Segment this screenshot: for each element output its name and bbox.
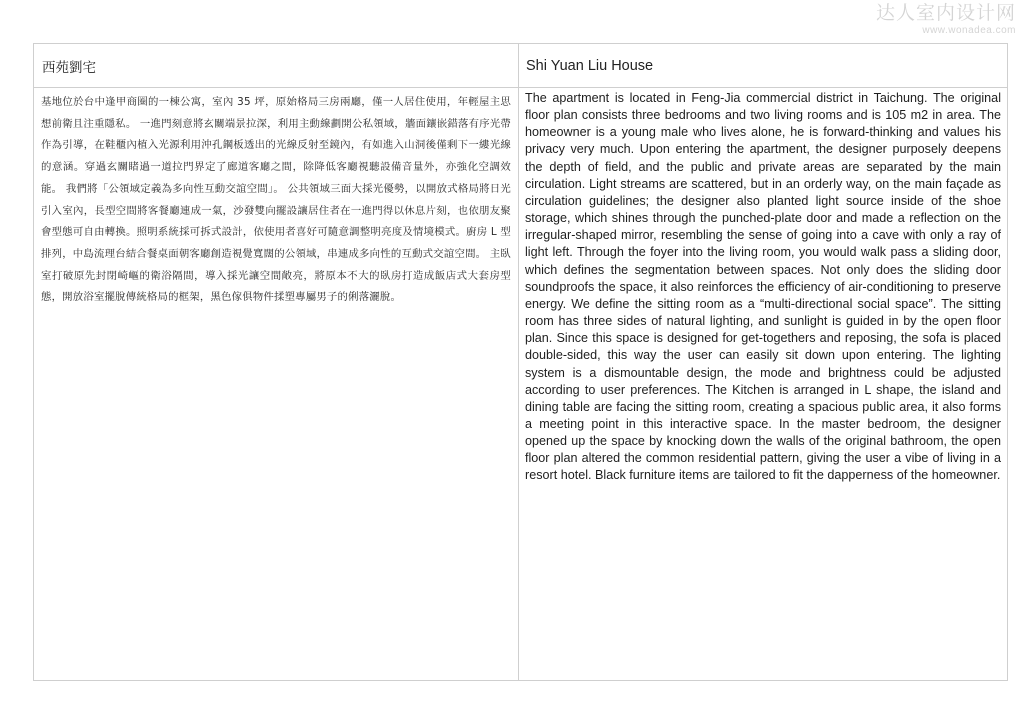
description-english: The apartment is located in Feng-Jia commercial district in Taichung. The original floor plan consists three bedrooms and two living rooms and is 105 m2 in area. The homeowner is a young male who lives alone, he is forward-thinking and values his privacy very much. Upon entering the apartment, the designer purposely deepens the depth of field, and the public and private areas are separated by the main circulation. Light streams are scattered, but in an orderly way, on the main façade as circulation guidelines; the designer also planted light source inside of the shoe storage, which shines through the punched-plate door and made a reflection on the irregular-shaped mirror, resembling the sense of going into a cave with only a ray of light left. Through the foyer into the living room, you would walk pass a sliding door, which defines the segmentation between spaces. Not only does the sliding door soundproofs the space, it also reinforces the efficiency of air-conditioning to preserve energy. We define the sitting room as a “multi-directional social space”. The sitting room has three sides of natural lighting, and sunlight is guided in by the open floor plan. Since this space is designed for get-togethers and reposing, the sofa is placed double-sided, this way the user can easily sit down upon entering. The lighting system is a dismountable design, the mode and brightness could be adjusted according to user preferences. The Kitchen is arranged in L shape, the island and dining table are facing the sitting room, creating a spacious public area, it also forms a meeting point in this interactive space. In the master bedroom, the designer opened up the space by knocking down the walls of the original bathroom, the open floor plan altered the common residential pattern, giving the user a vibe of living in a resort hotel. Black furniture items are tailored to fit the dapperness of the homeowner.: [525, 91, 1001, 483]
watermark-site-url: www.wonadea.com: [922, 25, 1016, 36]
watermark-site-name: 达人室内设计网: [875, 2, 1016, 24]
bilingual-description-table: [33, 43, 1008, 681]
title-english-cell: [519, 44, 1007, 88]
title-chinese: 西苑劉宅: [42, 59, 96, 76]
description-chinese: 基地位於台中逢甲商圈的一棟公寓，室內 35 坪，原始格局三房兩廳，僅一人居住使用，年輕屋主思想前衛且注重隱私。 一進門刻意將玄關端景拉深，利用主動線劃開公私領域，牆面鑲嵌錯落有序光帶作為引導，在鞋櫃內植入光源利用沖孔鋼板透出的光線反射至鏡內，有如進入山洞後僅剩下一縷光線的意涵。穿過玄關睹過一道拉門界定了廊道客廳之間，除降低客廳視聽設備音量外，亦強化空調效能。 我們將「公領域定義為多向性互動交誼空間」。 公共領域三面大採光優勢，以開放式格局將日光引入室內，長型空間將客餐廳連成一氣，沙發雙向擺設讓居住者在一進門得以休息片刻，也依朋友聚會型態可自由轉換。照明系統採可拆式設計，依使用者喜好可隨意調整明亮度及情境模式。廚房 L 型排列，中島流理台結合餐桌面朝客廳創造視覺寬闊的公領域，串連成多向性的互動式交誼空間。 主臥室打破原先封閉崎嶇的衛浴隔間，導入採光讓空間敞亮，將原本不大的臥房打造成飯店式大套房型態，開放浴室擺脫傳統格局的框架，黑色傢俱物件揉塑專屬男子的俐落灑脫。: [34, 88, 519, 680]
site-watermark: [876, 4, 1016, 36]
title-english: Shi Yuan Liu House: [526, 57, 654, 74]
title-chinese-cell: [34, 44, 519, 88]
